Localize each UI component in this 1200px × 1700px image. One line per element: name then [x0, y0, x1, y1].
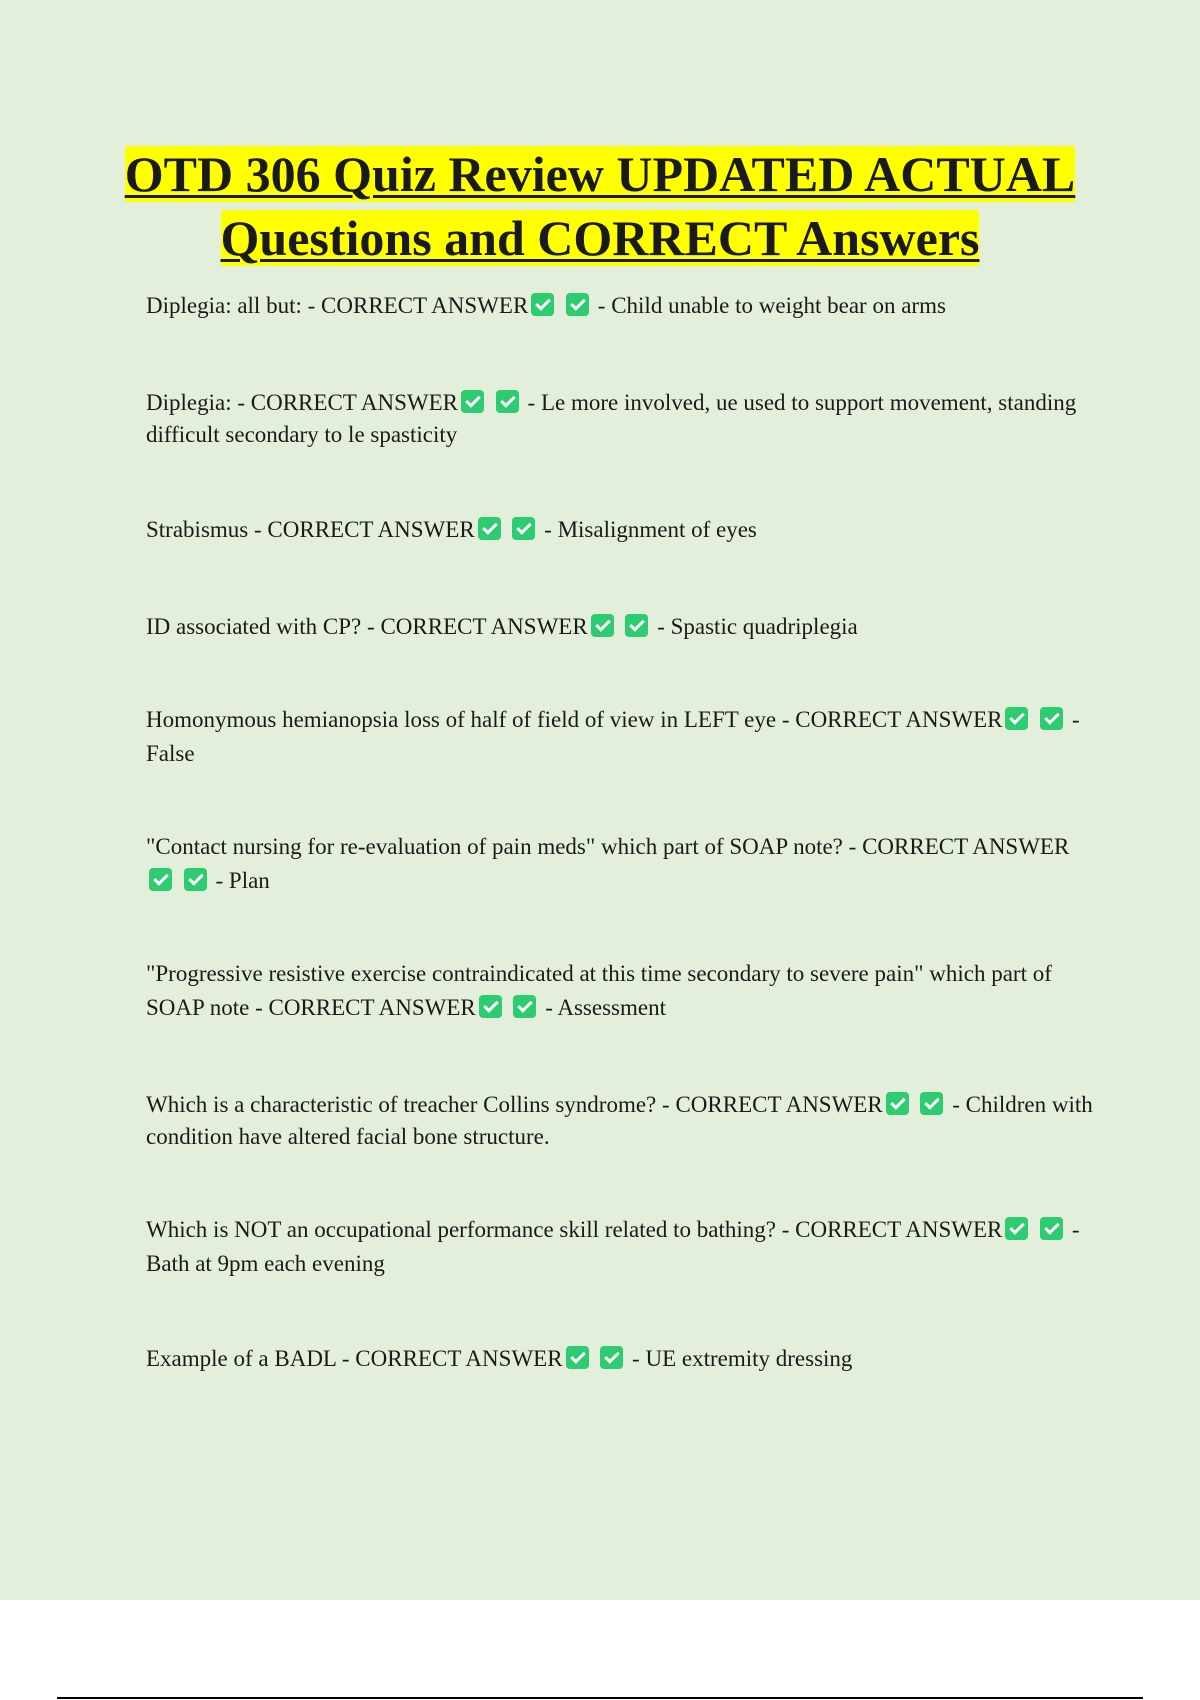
answer-text: Bath at 9pm each evening — [146, 1251, 385, 1276]
separator: - — [209, 868, 229, 893]
separator: - — [538, 517, 558, 542]
check-mark-icon — [566, 293, 589, 316]
question-text: ID associated with CP? — [146, 614, 362, 639]
check-mark-icon — [600, 1346, 623, 1369]
answer-label: CORRECT ANSWER — [267, 517, 475, 542]
check-mark-icon — [479, 995, 502, 1018]
separator: - — [592, 293, 612, 318]
separator: - — [539, 995, 558, 1020]
qa-item — [146, 703, 1096, 771]
answer-text: Child unable to weight bear on arms — [611, 293, 946, 318]
check-mark-icon — [149, 868, 172, 891]
document-title — [0, 142, 1200, 270]
question-text: Which is NOT an occupational performance skill related to bathing? — [146, 1217, 776, 1242]
check-mark-icon — [625, 614, 648, 637]
answer-label: CORRECT ANSWER — [355, 1346, 563, 1371]
separator: - — [521, 390, 541, 415]
check-mark-icon — [531, 293, 554, 316]
answer-label: CORRECT ANSWER — [795, 1217, 1003, 1242]
separator: - — [301, 293, 322, 318]
separator: - — [1066, 1217, 1080, 1242]
check-mark-icon — [591, 614, 614, 637]
question-text: Example of a BADL — [146, 1346, 337, 1371]
qa-item — [146, 1213, 1096, 1281]
answer-label: CORRECT ANSWER — [268, 995, 476, 1020]
separator: - — [231, 390, 251, 415]
answer-label: CORRECT ANSWER — [675, 1092, 883, 1117]
question-text: Strabismus — [146, 517, 249, 542]
answer-text: Spastic quadriplegia — [670, 614, 858, 639]
question-text: Diplegia: all but: — [146, 293, 302, 318]
qa-item — [146, 514, 1096, 546]
qa-item — [146, 290, 1096, 322]
question-text: Which is a characteristic of treacher Collins syndrome? — [146, 1092, 657, 1117]
answer-label: CORRECT ANSWER — [795, 707, 1003, 732]
separator: - — [842, 834, 863, 859]
separator: - — [361, 614, 381, 639]
qa-item — [146, 1343, 1096, 1375]
answer-label: CORRECT ANSWER — [380, 614, 588, 639]
title-line-2: Questions and CORRECT Answers — [220, 210, 980, 266]
question-text: Diplegia: — [146, 390, 232, 415]
separator: - — [248, 517, 268, 542]
check-mark-icon — [461, 390, 484, 413]
separator: - — [651, 614, 671, 639]
question-text: "Contact nursing for re-evaluation of pain meds" which part of SOAP note? — [146, 834, 843, 859]
answer-label: CORRECT ANSWER — [862, 834, 1070, 859]
check-mark-icon — [920, 1092, 943, 1115]
footer-rule — [57, 1697, 1143, 1699]
answer-text: UE extremity dressing — [645, 1346, 853, 1371]
answer-text: Assessment — [557, 995, 666, 1020]
check-mark-icon — [512, 517, 535, 540]
separator: - — [776, 707, 796, 732]
check-mark-icon — [566, 1346, 589, 1369]
check-mark-icon — [1040, 707, 1063, 730]
check-mark-icon — [1005, 707, 1028, 730]
separator: - — [656, 1092, 676, 1117]
separator: - — [249, 995, 269, 1020]
answer-text: Misalignment of eyes — [557, 517, 757, 542]
qa-item — [146, 387, 1096, 451]
qa-item — [146, 830, 1096, 898]
qa-item — [146, 957, 1096, 1025]
separator: - — [946, 1092, 966, 1117]
separator: - — [336, 1346, 356, 1371]
answer-text: False — [146, 741, 195, 766]
question-text: Homonymous hemianopsia loss of half of field of view in LEFT eye — [146, 707, 777, 732]
check-mark-icon — [1005, 1217, 1028, 1240]
check-mark-icon — [1040, 1217, 1063, 1240]
title-line-1: OTD 306 Quiz Review UPDATED ACTUAL — [124, 146, 1076, 202]
separator: - — [1066, 707, 1080, 732]
separator: - — [626, 1346, 646, 1371]
check-mark-icon — [478, 517, 501, 540]
check-mark-icon — [513, 995, 536, 1018]
qa-item — [146, 1089, 1096, 1153]
check-mark-icon — [886, 1092, 909, 1115]
question-text: "Progressive resistive exercise contraindicated at this time secondary to severe pain" which part of SOAP note — [146, 961, 1052, 1020]
answer-label: CORRECT ANSWER — [250, 390, 459, 415]
answer-text: Plan — [228, 868, 270, 893]
answer-text: Le more involved, ue used to support movement, standing difficult secondary to le spasticity — [146, 390, 1077, 447]
check-mark-icon — [496, 390, 519, 413]
qa-item — [146, 611, 1096, 643]
answer-text: Children with condition have altered facial bone structure. — [146, 1092, 1093, 1149]
answer-label: CORRECT ANSWER — [321, 293, 529, 318]
separator: - — [775, 1217, 796, 1242]
check-mark-icon — [184, 868, 207, 891]
